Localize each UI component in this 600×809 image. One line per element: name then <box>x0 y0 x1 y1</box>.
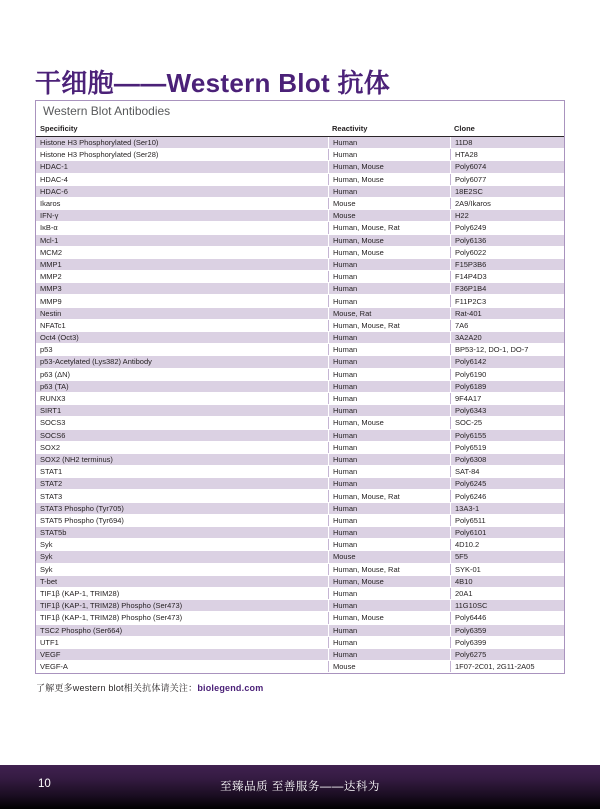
clone-cell: 4D10.2 <box>450 539 564 550</box>
specificity-cell: Oct4 (Oct3) <box>40 333 79 343</box>
clone-cell: Rat-401 <box>450 308 564 319</box>
clone-cell: Poly6077 <box>450 174 564 185</box>
clone-cell: Poly6446 <box>450 612 564 623</box>
reactivity-cell: Human <box>328 625 450 636</box>
reactivity-cell: Mouse <box>328 198 450 209</box>
specificity-cell: STAT2 <box>40 479 63 489</box>
table-row <box>36 356 564 368</box>
reactivity-cell: Human <box>328 466 450 477</box>
specificity-cell: Ikaros <box>40 199 61 209</box>
clone-cell: Poly6022 <box>450 247 564 258</box>
reactivity-cell: Human <box>328 381 450 392</box>
specificity-cell: VEGF-A <box>40 662 68 672</box>
specificity-cell: Mcl-1 <box>40 235 59 245</box>
clone-cell: 11D8 <box>450 137 564 148</box>
reactivity-cell: Human <box>328 283 450 294</box>
reactivity-cell: Human <box>328 478 450 489</box>
reactivity-cell: Human <box>328 539 450 550</box>
specificity-cell: p53 <box>40 345 53 355</box>
reactivity-cell: Human, Mouse, Rat <box>328 490 450 501</box>
clone-cell: 5F5 <box>450 551 564 562</box>
clone-cell: Poly6343 <box>450 405 564 416</box>
table-row <box>36 198 564 210</box>
specificity-cell: STAT3 <box>40 491 63 501</box>
reactivity-cell: Mouse <box>328 210 450 221</box>
table-row <box>36 174 564 186</box>
table-row <box>36 454 564 466</box>
reactivity-cell: Human <box>328 515 450 526</box>
clone-cell: SAT-84 <box>450 466 564 477</box>
page-title: 干细胞——Western Blot 抗体 <box>35 68 391 99</box>
reactivity-cell: Human <box>328 430 450 441</box>
reactivity-cell: Human, Mouse, Rat <box>328 320 450 331</box>
clone-cell: Poly6074 <box>450 161 564 172</box>
reactivity-cell: Human <box>328 259 450 270</box>
table-row <box>36 381 564 393</box>
table-row <box>36 539 564 551</box>
clone-cell: F11P2C3 <box>450 295 564 306</box>
specificity-cell: MMP3 <box>40 284 62 294</box>
table-row <box>36 137 564 149</box>
reactivity-cell: Human <box>328 588 450 599</box>
specificity-cell: Syk <box>40 564 53 574</box>
table-row <box>36 308 564 320</box>
clone-cell: Poly6275 <box>450 649 564 660</box>
reactivity-cell: Human <box>328 393 450 404</box>
clone-cell: 13A3-1 <box>450 503 564 514</box>
footer-bar <box>0 765 600 809</box>
table-row <box>36 235 564 247</box>
table-row <box>36 161 564 173</box>
reactivity-cell: Mouse <box>328 661 450 672</box>
specificity-cell: HDAC-4 <box>40 174 68 184</box>
specificity-cell: IFN-γ <box>40 211 59 221</box>
reactivity-cell: Human <box>328 186 450 197</box>
specificity-cell: STAT5 Phospho (Tyr694) <box>40 515 124 525</box>
specificity-cell: VEGF <box>40 649 61 659</box>
reactivity-cell: Human <box>328 600 450 611</box>
clone-cell: SYK-01 <box>450 564 564 575</box>
clone-cell: F14P4D3 <box>450 271 564 282</box>
table-row <box>36 600 564 612</box>
specificity-cell: STAT1 <box>40 467 63 477</box>
specificity-cell: Syk <box>40 552 53 562</box>
table-row <box>36 344 564 356</box>
reactivity-cell: Human, Mouse <box>328 576 450 587</box>
table-row <box>36 576 564 588</box>
specificity-cell: Syk <box>40 540 53 550</box>
table-row <box>36 210 564 222</box>
table-row <box>36 588 564 600</box>
reactivity-cell: Human <box>328 149 450 160</box>
specificity-cell: p63 (ΔN) <box>40 369 71 379</box>
reactivity-cell: Human, Mouse <box>328 247 450 258</box>
clone-cell: 11G10SC <box>450 600 564 611</box>
specificity-cell: HDAC-1 <box>40 162 68 172</box>
specificity-cell: T-bet <box>40 576 58 586</box>
specificity-cell: TIF1β (KAP-1, TRIM28) Phospho (Ser473) <box>40 613 183 623</box>
reactivity-cell: Human <box>328 442 450 453</box>
reactivity-cell: Human <box>328 271 450 282</box>
reactivity-cell: Human, Mouse <box>328 612 450 623</box>
table-body <box>36 137 564 673</box>
specificity-cell: TIF1β (KAP-1, TRIM28) Phospho (Ser473) <box>40 601 183 611</box>
specificity-cell: MMP2 <box>40 272 62 282</box>
table-row <box>36 442 564 454</box>
table-row <box>36 149 564 161</box>
reactivity-cell: Human <box>328 503 450 514</box>
table-row <box>36 417 564 429</box>
reactivity-cell: Human, Mouse, Rat <box>328 222 450 233</box>
table-row <box>36 649 564 661</box>
table-row <box>36 320 564 332</box>
clone-cell: BP53-12, DO-1, DO-7 <box>450 344 564 355</box>
table-row <box>36 551 564 563</box>
specificity-cell: STAT3 Phospho (Tyr705) <box>40 503 124 513</box>
clone-cell: 1F07-2C01, 2G11-2A05 <box>450 661 564 672</box>
specificity-cell: SIRT1 <box>40 406 62 416</box>
clone-cell: Poly6142 <box>450 356 564 367</box>
table-row <box>36 186 564 198</box>
clone-cell: 2A9/Ikaros <box>450 198 564 209</box>
clone-cell: Poly6246 <box>450 490 564 501</box>
specificity-cell: UTF1 <box>40 637 59 647</box>
reactivity-cell: Human <box>328 405 450 416</box>
reactivity-cell: Human <box>328 295 450 306</box>
table-row <box>36 295 564 307</box>
clone-cell: Poly6101 <box>450 527 564 538</box>
reactivity-cell: Mouse <box>328 551 450 562</box>
reactivity-cell: Human <box>328 637 450 648</box>
clone-cell: Poly6359 <box>450 625 564 636</box>
footnote-text: 了解更多western blot相关抗体请关注： <box>36 683 198 693</box>
table-row <box>36 466 564 478</box>
clone-cell: 3A2A20 <box>450 332 564 343</box>
table-row <box>36 393 564 405</box>
reactivity-cell: Human, Mouse <box>328 174 450 185</box>
table-row <box>36 478 564 490</box>
specificity-cell: Histone H3 Phosphorylated (Ser10) <box>40 138 159 148</box>
table-header-row <box>36 121 564 137</box>
clone-cell: Poly6511 <box>450 515 564 526</box>
clone-cell: 7A6 <box>450 320 564 331</box>
reactivity-cell: Human, Mouse <box>328 161 450 172</box>
table-row <box>36 527 564 539</box>
specificity-cell: SOCS3 <box>40 418 66 428</box>
reactivity-cell: Human <box>328 356 450 367</box>
table-row <box>36 283 564 295</box>
table-row <box>36 515 564 527</box>
footnote <box>36 681 263 694</box>
reactivity-cell: Human <box>328 344 450 355</box>
specificity-cell: Histone H3 Phosphorylated (Ser28) <box>40 150 159 160</box>
clone-cell: HTA28 <box>450 149 564 160</box>
specificity-cell: p63 (TA) <box>40 381 69 391</box>
specificity-cell: MCM2 <box>40 247 63 257</box>
clone-cell: 20A1 <box>450 588 564 599</box>
reactivity-cell: Human, Mouse <box>328 417 450 428</box>
table-row <box>36 259 564 271</box>
clone-cell: Poly6399 <box>450 637 564 648</box>
specificity-cell: RUNX3 <box>40 394 66 404</box>
table-row <box>36 661 564 673</box>
specificity-cell: p53-Acetylated (Lys382) Antibody <box>40 357 152 367</box>
specificity-cell: SOX2 <box>40 442 61 452</box>
table-row <box>36 564 564 576</box>
clone-cell: 4B10 <box>450 576 564 587</box>
reactivity-cell: Human <box>328 454 450 465</box>
table-row <box>36 405 564 417</box>
specificity-cell: STAT5b <box>40 528 67 538</box>
specificity-cell: TIF1β (KAP-1, TRIM28) <box>40 589 120 599</box>
table-row <box>36 625 564 637</box>
antibody-table <box>35 100 565 674</box>
clone-cell: Poly6519 <box>450 442 564 453</box>
specificity-cell: SOCS6 <box>40 430 66 440</box>
table-row <box>36 271 564 283</box>
clone-cell: Poly6136 <box>450 235 564 246</box>
table-row <box>36 637 564 649</box>
column-header-clone: Clone <box>454 124 475 133</box>
table-row <box>36 247 564 259</box>
clone-cell: Poly6249 <box>450 222 564 233</box>
specificity-cell: TSC2 Phospho (Ser664) <box>40 625 123 635</box>
page-number: 10 <box>38 778 51 790</box>
table-row <box>36 332 564 344</box>
footer-slogan: 至臻品质 至善服务——达科为 <box>220 781 380 793</box>
clone-cell: F15P3B6 <box>450 259 564 270</box>
clone-cell: SOC-25 <box>450 417 564 428</box>
biolegend-link[interactable]: biolegend.com <box>197 683 264 693</box>
specificity-cell: MMP9 <box>40 296 62 306</box>
reactivity-cell: Human <box>328 137 450 148</box>
table-row <box>36 430 564 442</box>
clone-cell: 18E2SC <box>450 186 564 197</box>
clone-cell: 9F4A17 <box>450 393 564 404</box>
column-header-specificity: Specificity <box>40 124 78 133</box>
clone-cell: Poly6308 <box>450 454 564 465</box>
clone-cell: Poly6245 <box>450 478 564 489</box>
clone-cell: Poly6190 <box>450 369 564 380</box>
reactivity-cell: Human <box>328 527 450 538</box>
reactivity-cell: Human, Mouse <box>328 235 450 246</box>
reactivity-cell: Human <box>328 649 450 660</box>
specificity-cell: HDAC-6 <box>40 186 68 196</box>
specificity-cell: SOX2 (NH2 terminus) <box>40 454 113 464</box>
table-row <box>36 222 564 234</box>
reactivity-cell: Human <box>328 332 450 343</box>
table-row <box>36 612 564 624</box>
specificity-cell: NFATc1 <box>40 320 66 330</box>
clone-cell: Poly6155 <box>450 430 564 441</box>
column-header-reactivity: Reactivity <box>332 124 368 133</box>
specificity-cell: Nestin <box>40 308 62 318</box>
reactivity-cell: Human <box>328 369 450 380</box>
clone-cell: Poly6189 <box>450 381 564 392</box>
clone-cell: H22 <box>450 210 564 221</box>
clone-cell: F36P1B4 <box>450 283 564 294</box>
table-row <box>36 369 564 381</box>
table-row <box>36 490 564 502</box>
reactivity-cell: Human, Mouse, Rat <box>328 564 450 575</box>
reactivity-cell: Mouse, Rat <box>328 308 450 319</box>
table-title: Western Blot Antibodies <box>43 104 171 118</box>
specificity-cell: MMP1 <box>40 259 62 269</box>
table-row <box>36 503 564 515</box>
specificity-cell: IκB-α <box>40 223 58 233</box>
